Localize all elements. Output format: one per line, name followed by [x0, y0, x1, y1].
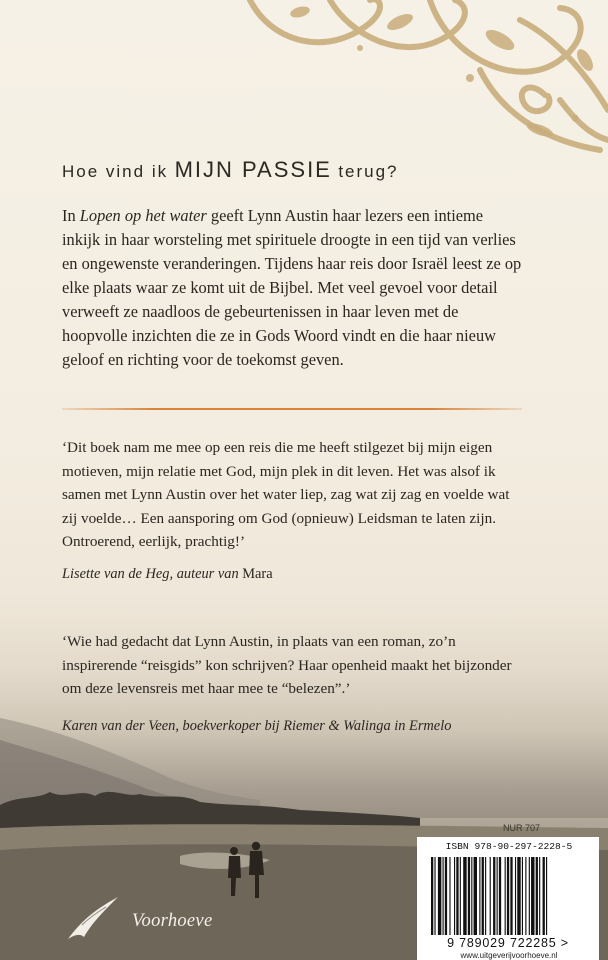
publisher-url: www.uitgeverijvoorhoeve.nl: [460, 951, 558, 960]
feather-icon: [62, 893, 122, 943]
barcode-bar: [525, 857, 526, 935]
barcode-bar: [497, 857, 498, 935]
barcode-bar: [536, 857, 538, 935]
barcode-bar: [522, 857, 523, 935]
barcode-bar: [449, 857, 450, 935]
barcode-bar: [510, 857, 512, 935]
barcode-bar: [434, 857, 435, 935]
quote-2: ‘Wie had gedacht dat Lynn Austin, in plaats van een roman, zo’n inspirerende “reisgids” kon schrijven? Haar openheid maakt het bijzonder om deze levensreis met haar mee te “belezen”.’: [62, 633, 512, 697]
intro-paragraph: [62, 204, 524, 372]
barcode-bar: [445, 857, 447, 935]
barcode-bar: [531, 857, 534, 935]
barcode-bar: [463, 857, 466, 935]
barcode-bar: [471, 857, 472, 935]
barcode-bar: [539, 857, 540, 935]
barcode-bar: [479, 857, 480, 935]
quote-1-work: Mara: [242, 566, 273, 582]
barcode-bar: [529, 857, 530, 935]
barcode-bar: [505, 857, 506, 935]
barcode-bar: [515, 857, 516, 935]
intro-text: geeft Lynn Austin haar lezers een intieme inkijk in haar worsteling met spirituele droogte in een tijd van verlies en ongewenste veranderingen. Tijdens haar reis door Israël leest ze op elke plaats waar ze komt uit de Bijbel. Met veel gevoel voor detail verweeft ze naadloos de gebeurtenissen in haar leven met de hoopvolle inzichten die ze in Gods Woord vindt en die haar nieuw geloof en richting voor de toekomst geven.: [62, 206, 522, 369]
barcode-bar: [493, 857, 495, 935]
barcode-bar: [485, 857, 486, 935]
barcode-box: [417, 837, 599, 960]
headline-emphasis: MIJN PASSIE: [174, 157, 332, 182]
intro-lead: In: [62, 206, 80, 225]
floral-ornament: [0, 0, 608, 170]
publisher-logo: [62, 893, 262, 943]
barcode-digits: 9 789029 722285 >: [447, 936, 569, 950]
book-title: Lopen op het water: [79, 206, 207, 225]
barcode-bar: [456, 857, 458, 935]
quote-1-attribution: [62, 566, 273, 583]
barcode-bar: [543, 857, 545, 935]
barcode-bar: [490, 857, 491, 935]
barcode-bar: [482, 857, 484, 935]
barcode-bar: [431, 857, 433, 935]
barcode-bar: [546, 857, 547, 935]
headline: [62, 157, 562, 183]
barcode-bar: [474, 857, 477, 935]
nur-code: NUR 707: [503, 823, 541, 833]
publisher-name: Voorhoeve: [132, 911, 213, 931]
barcode-bar: [454, 857, 455, 935]
barcode-bar: [507, 857, 509, 935]
barcode-bar: [517, 857, 520, 935]
barcode-bar: [468, 857, 470, 935]
barcode-bar: [443, 857, 444, 935]
barcode: [429, 857, 589, 935]
barcode-bar: [438, 857, 441, 935]
barcode-bar: [499, 857, 501, 935]
quote-1-author: Lisette van de Heg, auteur van: [62, 566, 243, 582]
headline-part1: Hoe vind ik: [62, 162, 169, 181]
divider: [62, 408, 522, 410]
quote-1: ‘Dit boek nam me mee op een reis die me heeft stilgezet bij mijn eigen motieven, mijn relatie met God, mijn plek in dit leven. Het was alsof ik samen met Lynn Austin over het water liep, zag wat zij zag en voelde wat zij voelde… Een aansporing om God (opnieuw) Leidsman te laten zijn. Ontroerend, eerlijk, prachtig!’: [62, 439, 510, 550]
headline-part3: terug?: [338, 162, 399, 181]
quote-2-author: Karen van der Veen, boekverkoper bij Riemer & Walinga in Ermelo: [62, 718, 452, 734]
isbn-label: ISBN 978-90-297-2228-5: [445, 841, 573, 852]
barcode-bar: [460, 857, 461, 935]
